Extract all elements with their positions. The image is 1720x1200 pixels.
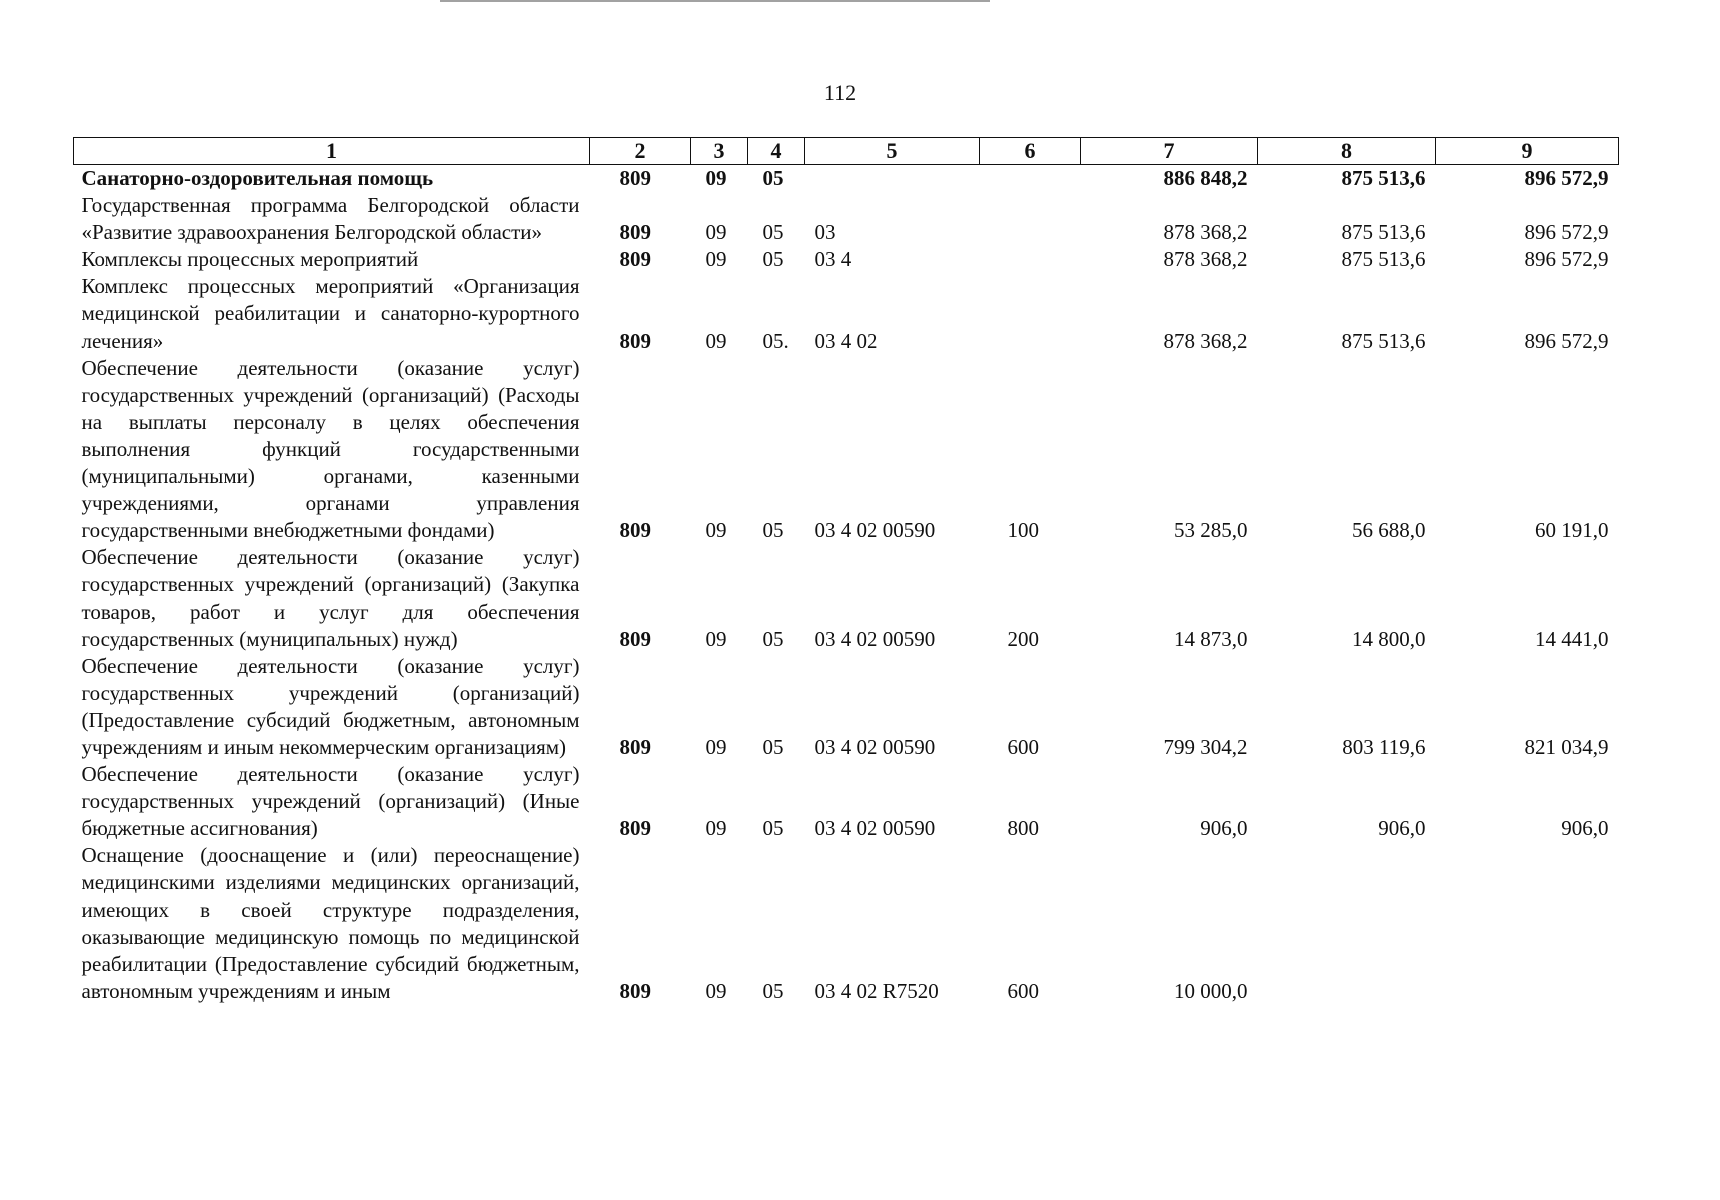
row-grbs: 809 <box>619 220 651 245</box>
row-section: 09 <box>705 978 727 1003</box>
row-amount-year3: 821 034,9 <box>1524 734 1609 759</box>
row-amount-year1: 799 304,2 <box>1163 734 1248 759</box>
row-section: 09 <box>705 247 727 272</box>
row-target-article: 03 4 <box>814 247 852 272</box>
row-grbs: 809 <box>619 978 651 1003</box>
table-row <box>74 273 1619 354</box>
header-row <box>74 138 1619 165</box>
row-target-article: 03 4 02 00590 <box>814 626 936 651</box>
row-section: 09 <box>705 220 727 245</box>
row-section: 09 <box>705 816 727 841</box>
budget-table <box>73 137 1619 1005</box>
row-expense-type: 600 <box>1007 978 1039 1003</box>
row-name: Обеспечение деятельности (оказание услуг) государственных учреждений (организаций) (Расходы на выплаты персоналу в целях обеспечения выполнения функций государственными (муниципальными) органами, казенными учреждениями, органами управления государственными внебюджетными фондами) <box>81 355 580 543</box>
row-amount-year2: 906,0 <box>1378 816 1426 841</box>
table-row <box>74 165 1619 193</box>
row-section: 09 <box>705 328 727 353</box>
row-subsection: 05 <box>762 626 784 651</box>
row-name: Государственная программа Белгородской области «Развитие здравоохранения Белгородской области» <box>81 193 580 245</box>
row-amount-year1: 14 873,0 <box>1174 626 1248 651</box>
row-target-article: 03 <box>814 220 836 245</box>
row-name: Санаторно-оздоровительная помощь <box>81 166 434 190</box>
row-amount-year3: 896 572,9 <box>1524 166 1609 190</box>
row-amount-year1: 878 368,2 <box>1163 328 1248 353</box>
row-amount-year2: 875 513,6 <box>1341 166 1426 190</box>
row-target-article: 03 4 02 00590 <box>814 518 936 543</box>
row-grbs: 809 <box>619 518 651 543</box>
row-subsection: 05 <box>762 978 784 1003</box>
table-row <box>74 192 1619 246</box>
row-target-article: 03 4 02 00590 <box>814 734 936 759</box>
row-expense-type: 800 <box>1007 816 1039 841</box>
row-section: 09 <box>705 626 727 651</box>
row-amount-year2: 14 800,0 <box>1352 626 1426 651</box>
col-header-7: 7 <box>1081 138 1258 165</box>
row-amount-year3: 906,0 <box>1561 816 1609 841</box>
row-grbs: 809 <box>619 166 651 190</box>
row-section: 09 <box>705 518 727 543</box>
table-row <box>74 355 1619 545</box>
col-header-6: 6 <box>980 138 1081 165</box>
row-amount-year3: 896 572,9 <box>1524 328 1609 353</box>
row-section: 09 <box>705 166 727 190</box>
row-name: Комплекс процессных мероприятий «Организация медицинской реабилитации и санаторно-курортного лечения» <box>81 274 580 353</box>
row-name: Обеспечение деятельности (оказание услуг) государственных учреждений (организаций) (Иные бюджетные ассигнования) <box>81 762 580 841</box>
row-amount-year3: 14 441,0 <box>1535 626 1609 651</box>
row-target-article: 03 4 02 <box>814 328 878 353</box>
row-expense-type <box>980 246 1081 273</box>
row-subsection: 05 <box>762 518 784 543</box>
row-amount-year2: 875 513,6 <box>1341 247 1426 272</box>
row-amount-year3: 896 572,9 <box>1524 247 1609 272</box>
table-row <box>74 761 1619 842</box>
scan-artifact-line <box>440 0 990 2</box>
row-target-article: 03 4 02 R7520 <box>814 978 939 1003</box>
row-amount-year1: 886 848,2 <box>1163 166 1248 190</box>
row-amount-year1: 53 285,0 <box>1174 518 1248 543</box>
col-header-4: 4 <box>748 138 805 165</box>
row-amount-year2 <box>1258 842 1436 1005</box>
row-name: Комплексы процессных мероприятий <box>81 247 419 272</box>
row-subsection: 05 <box>762 220 784 245</box>
row-grbs: 809 <box>619 626 651 651</box>
row-name: Обеспечение деятельности (оказание услуг) государственных учреждений (организаций) (Закупка товаров, работ и услуг для обеспечения государственных (муниципальных) нужд) <box>81 545 580 651</box>
row-amount-year3: 896 572,9 <box>1524 220 1609 245</box>
row-subsection: 05 <box>762 816 784 841</box>
row-amount-year2: 875 513,6 <box>1341 328 1426 353</box>
row-target-article: 03 4 02 00590 <box>814 816 936 841</box>
table-row <box>74 653 1619 761</box>
row-expense-type <box>980 165 1081 193</box>
col-header-9: 9 <box>1436 138 1619 165</box>
row-expense-type: 200 <box>1007 626 1039 651</box>
row-amount-year1: 878 368,2 <box>1163 247 1248 272</box>
row-target-article <box>805 165 980 193</box>
table-row <box>74 544 1619 652</box>
row-amount-year1: 906,0 <box>1200 816 1248 841</box>
row-subsection: 05. <box>762 328 789 353</box>
col-header-8: 8 <box>1258 138 1436 165</box>
row-grbs: 809 <box>619 734 651 759</box>
col-header-3: 3 <box>691 138 748 165</box>
row-amount-year1: 878 368,2 <box>1163 220 1248 245</box>
row-expense-type: 100 <box>1007 518 1039 543</box>
row-expense-type: 600 <box>1007 734 1039 759</box>
row-amount-year3 <box>1436 842 1619 1005</box>
row-grbs: 809 <box>619 816 651 841</box>
row-subsection: 05 <box>762 166 784 190</box>
col-header-2: 2 <box>590 138 691 165</box>
row-expense-type <box>980 192 1081 246</box>
row-amount-year2: 803 119,6 <box>1342 734 1426 759</box>
row-section: 09 <box>705 734 727 759</box>
row-amount-year1: 10 000,0 <box>1174 978 1248 1003</box>
row-name: Оснащение (дооснащение и (или) переоснащение) медицинскими изделиями медицинских организаций, имеющих в своей структуре подразделения, оказывающие медицинскую помощь по медицинской реабилитации (Предоставление субсидий бюджетным, автономным учреждениям и иным <box>81 843 580 1003</box>
page-number: 112 <box>823 80 857 105</box>
table-row <box>74 842 1619 1005</box>
row-name: Обеспечение деятельности (оказание услуг) государственных учреждений (организаций) (Предоставление субсидий бюджетным, автономным учреждениям и иным некоммерческим организациям) <box>81 653 580 759</box>
col-header-5: 5 <box>805 138 980 165</box>
row-amount-year2: 56 688,0 <box>1352 518 1426 543</box>
row-grbs: 809 <box>619 247 651 272</box>
table-row <box>74 246 1619 273</box>
col-header-1: 1 <box>74 138 590 165</box>
row-grbs: 809 <box>619 328 651 353</box>
row-subsection: 05 <box>762 734 784 759</box>
row-amount-year2: 875 513,6 <box>1341 220 1426 245</box>
row-expense-type <box>980 273 1081 354</box>
row-subsection: 05 <box>762 247 784 272</box>
row-amount-year3: 60 191,0 <box>1535 518 1609 543</box>
